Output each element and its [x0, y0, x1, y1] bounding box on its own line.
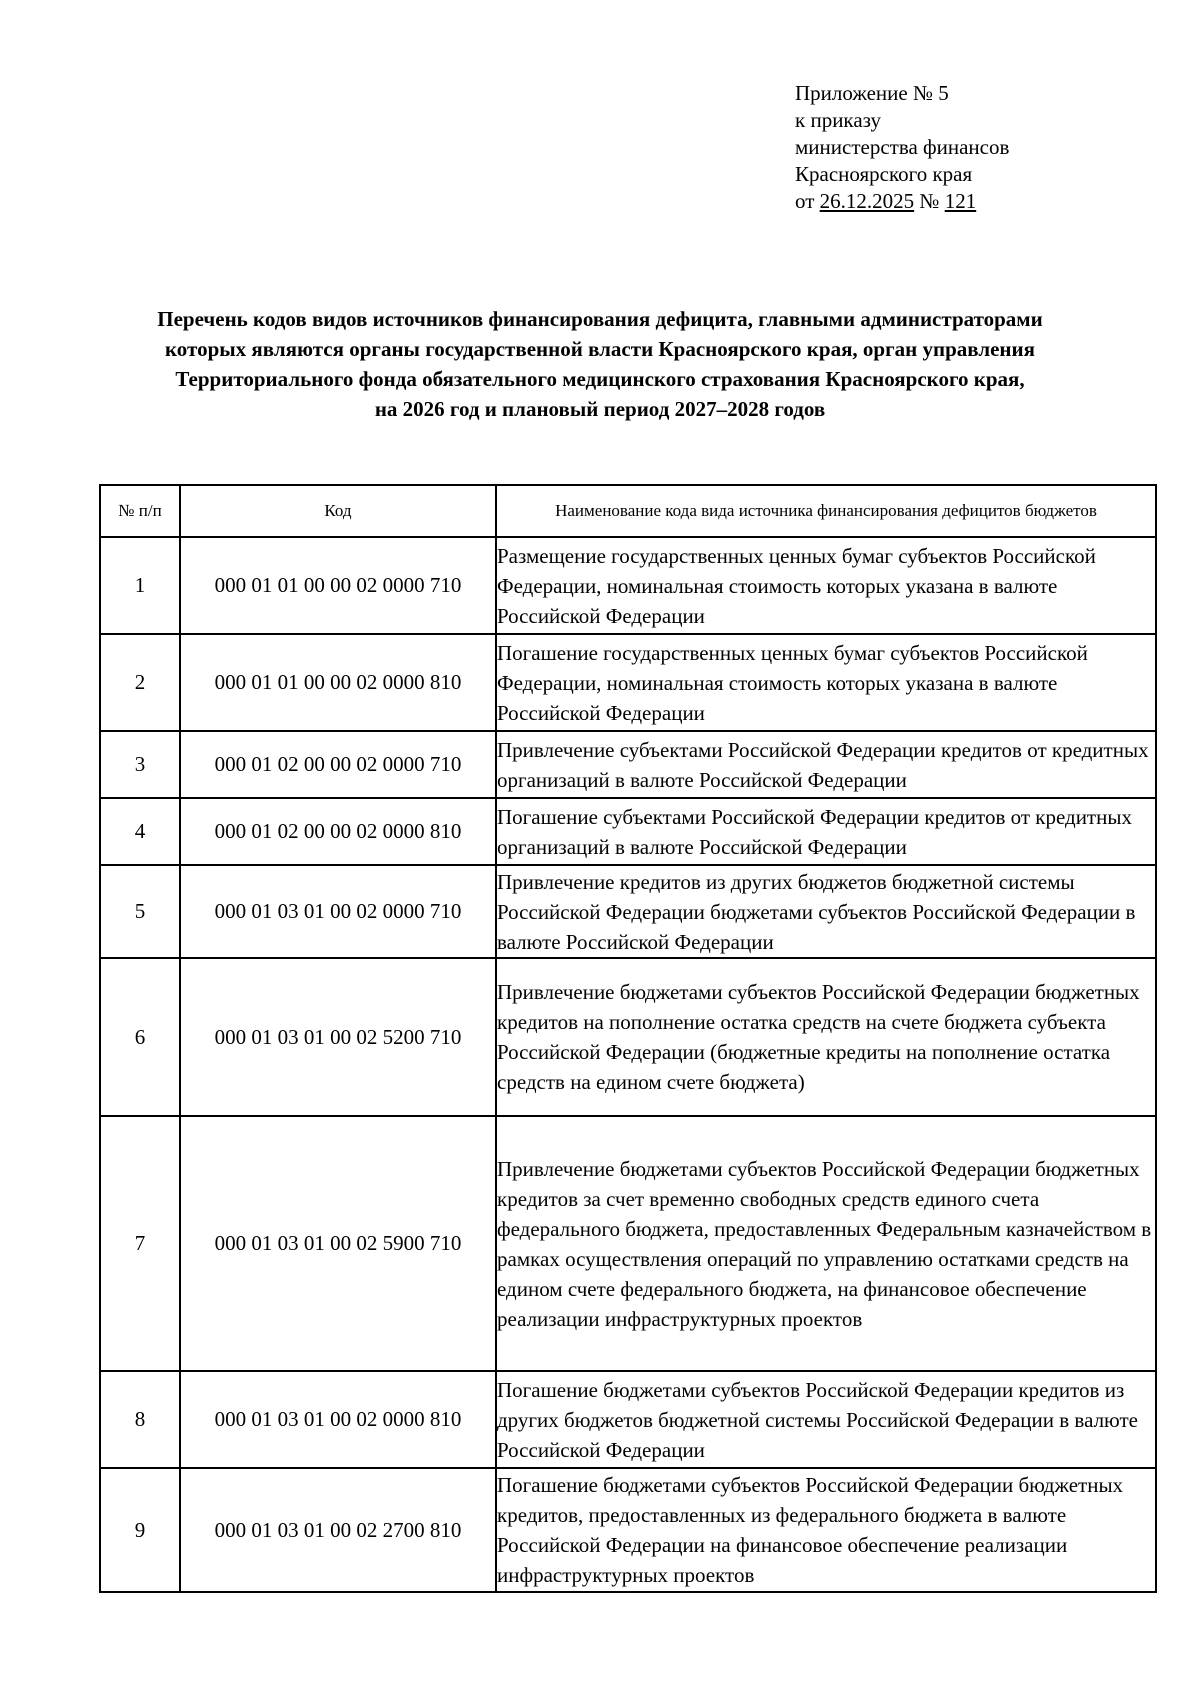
- row-name: Погашение субъектами Российской Федерации кредитов от кредитных организаций в валюте Российской Федерации: [496, 798, 1156, 865]
- appendix-line-2: к приказу: [795, 108, 881, 132]
- appendix-line-3: министерства финансов: [795, 135, 1010, 159]
- table-row: [100, 798, 1156, 865]
- document-title: [100, 304, 1100, 424]
- appendix-date-line: [795, 188, 1009, 215]
- row-code: 000 01 02 00 00 02 0000 810: [180, 798, 496, 865]
- row-code: 000 01 03 01 00 02 2700 810: [180, 1468, 496, 1592]
- row-name: Привлечение бюджетами субъектов Российской Федерации бюджетных кредитов на пополнение остатка средств на счете бюджета субъекта Российской Федерации (бюджетные кредиты на пополнение остатка средств на едином счете бюджета): [496, 958, 1156, 1116]
- table-row: [100, 958, 1156, 1116]
- row-name: Привлечение бюджетами субъектов Российской Федерации бюджетных кредитов за счет временно свободных средств единого счета федерального бюджета, предоставленных Федеральным казначейством в рамках осуществления операций по управлению остатками средств на едином счете федерального бюджета, на финансовое обеспечение реализации инфраструктурных проектов: [496, 1116, 1156, 1371]
- title-line-4: на 2026 год и плановый период 2027–2028 годов: [374, 397, 826, 421]
- table-header-row: [100, 485, 1156, 537]
- row-num: 4: [100, 798, 180, 865]
- codes-table: [99, 484, 1157, 1593]
- table-row: [100, 634, 1156, 731]
- row-code: 000 01 03 01 00 02 0000 710: [180, 865, 496, 958]
- row-num: 8: [100, 1371, 180, 1468]
- title-line-2: которых являются органы государственной власти Красноярского края, орган управления: [164, 337, 1035, 361]
- row-code: 000 01 01 00 00 02 0000 810: [180, 634, 496, 731]
- table-row: [100, 1371, 1156, 1468]
- row-code: 000 01 01 00 00 02 0000 710: [180, 537, 496, 634]
- row-num: 5: [100, 865, 180, 958]
- appendix-date: 26.12.2025: [819, 189, 915, 213]
- row-name: Погашение бюджетами субъектов Российской Федерации кредитов из других бюджетов бюджетной системы Российской Федерации в валюте Российской Федерации: [496, 1371, 1156, 1468]
- table-row: [100, 537, 1156, 634]
- row-code: 000 01 03 01 00 02 0000 810: [180, 1371, 496, 1468]
- row-code: 000 01 02 00 00 02 0000 710: [180, 731, 496, 798]
- appendix-line-1: Приложение № 5: [795, 81, 949, 105]
- row-name: Привлечение субъектами Российской Федерации кредитов от кредитных организаций в валюте Российской Федерации: [496, 731, 1156, 798]
- table-row: [100, 1116, 1156, 1371]
- header-num: № п/п: [100, 485, 180, 537]
- row-num: 7: [100, 1116, 180, 1371]
- title-line-1: Перечень кодов видов источников финансирования дефицита, главными администраторами: [157, 307, 1043, 331]
- appendix-number-prefix: №: [914, 189, 945, 213]
- appendix-number: 121: [944, 189, 977, 213]
- title-line-3: Территориального фонда обязательного медицинского страхования Красноярского края,: [175, 367, 1025, 391]
- row-num: 3: [100, 731, 180, 798]
- row-num: 2: [100, 634, 180, 731]
- row-num: 6: [100, 958, 180, 1116]
- row-code: 000 01 03 01 00 02 5900 710: [180, 1116, 496, 1371]
- appendix-date-prefix: от: [795, 189, 820, 213]
- row-num: 9: [100, 1468, 180, 1592]
- table-row: [100, 865, 1156, 958]
- row-name: Размещение государственных ценных бумаг субъектов Российской Федерации, номинальная стоимость которых указана в валюте Российской Федерации: [496, 537, 1156, 634]
- row-name: Привлечение кредитов из других бюджетов бюджетной системы Российской Федерации бюджетами субъектов Российской Федерации в валюте Российской Федерации: [496, 865, 1156, 958]
- appendix-line-4: Красноярского края: [795, 162, 973, 186]
- table-row: [100, 1468, 1156, 1592]
- row-name: Погашение бюджетами субъектов Российской Федерации бюджетных кредитов, предоставленных из федерального бюджета в валюте Российской Федерации на финансовое обеспечение реализации инфраструктурных проектов: [496, 1468, 1156, 1592]
- row-name: Погашение государственных ценных бумаг субъектов Российской Федерации, номинальная стоимость которых указана в валюте Российской Федерации: [496, 634, 1156, 731]
- row-num: 1: [100, 537, 180, 634]
- row-code: 000 01 03 01 00 02 5200 710: [180, 958, 496, 1116]
- header-name: Наименование кода вида источника финансирования дефицитов бюджетов: [496, 485, 1156, 537]
- appendix-block: [795, 80, 1009, 215]
- header-code: Код: [180, 485, 496, 537]
- table-row: [100, 731, 1156, 798]
